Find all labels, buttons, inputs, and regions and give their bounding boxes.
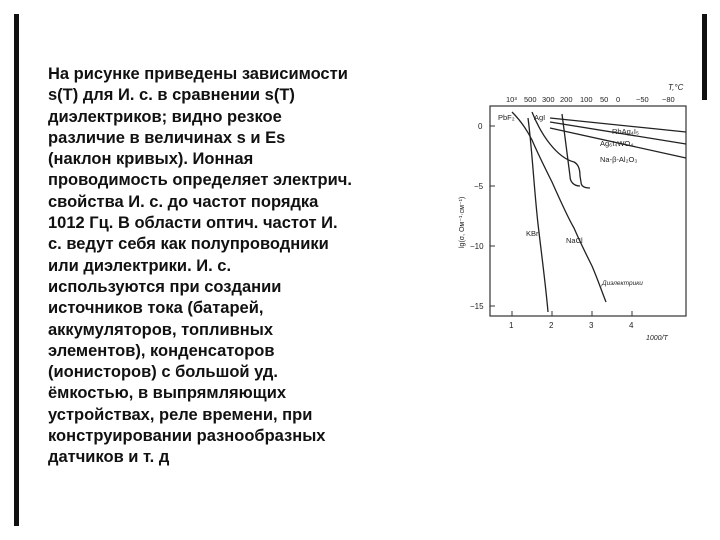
x-tick-label: 2 <box>549 321 554 330</box>
x-tick-label: 4 <box>629 321 634 330</box>
conductivity-figure <box>450 78 700 353</box>
top-tick-label: 500 <box>524 95 537 104</box>
plot-frame <box>490 106 686 316</box>
pbf2-curve <box>512 112 606 302</box>
slide-frame-left <box>14 14 19 526</box>
na-alumina-label: Na-β-Al₂O₃ <box>600 155 638 164</box>
top-tick-label: −50 <box>636 95 649 104</box>
dielectrics-label: Диэлектрики <box>602 280 643 287</box>
kbr-label: KBr <box>526 229 539 238</box>
curves <box>512 112 686 312</box>
y-tick-label: −15 <box>470 302 484 311</box>
slide-body-text: На рисунке приведены зависимости s(T) для И. с. в сравнении s(T) диэлектриков; видно резкое различие в величинах s и Es (наклон кривых). Ионная проводимость определяет электрич. свойства И. с. до частот порядка 1012 Гц. В области оптич. частот И. с. ведут себя как полупроводники или диэлектрики. И. с. используются при создании источников тока (батарей, аккумуляторов, топливных элементов), конденсаторов (ионисторов) с большой уд. ёмкостью, в выпрямляющих устройствах, реле времени, при конструировании разнообразных датчиков и т. д <box>48 65 352 467</box>
ag6i4wo4-label: Ag₆I₄WO₄ <box>600 139 634 148</box>
agi-label: AgI <box>534 113 546 122</box>
x-axis-label: 1000/T <box>646 335 668 342</box>
y-tick-label: −5 <box>474 182 484 191</box>
top-tick-label: 10³ <box>506 95 517 104</box>
conductivity-plot <box>450 78 700 353</box>
top-tick-label: 300 <box>542 95 555 104</box>
top-tick-label: 200 <box>560 95 573 104</box>
top-axis-unit: T,°C <box>668 83 684 92</box>
y-tick-label: 0 <box>478 122 483 131</box>
y-axis-label: lg(σ, Ом⁻¹·см⁻¹) <box>459 196 466 248</box>
top-tick-label: 100 <box>580 95 593 104</box>
top-axis-ticks <box>506 95 675 104</box>
rbag4i5-label: RbAg₄I₅ <box>612 127 639 136</box>
top-tick-label: 0 <box>616 95 621 104</box>
top-tick-label: 50 <box>600 95 609 104</box>
pbf2-label: PbF₂ <box>498 113 515 122</box>
top-tick-label: −80 <box>662 95 675 104</box>
nacl-label: NaCl <box>566 236 583 245</box>
x-tick-label: 1 <box>509 321 514 330</box>
y-axis-ticks <box>470 122 495 311</box>
slide-frame-right <box>702 14 707 100</box>
y-tick-label: −10 <box>470 242 484 251</box>
kbr-curve <box>528 118 548 312</box>
x-tick-label: 3 <box>589 321 594 330</box>
